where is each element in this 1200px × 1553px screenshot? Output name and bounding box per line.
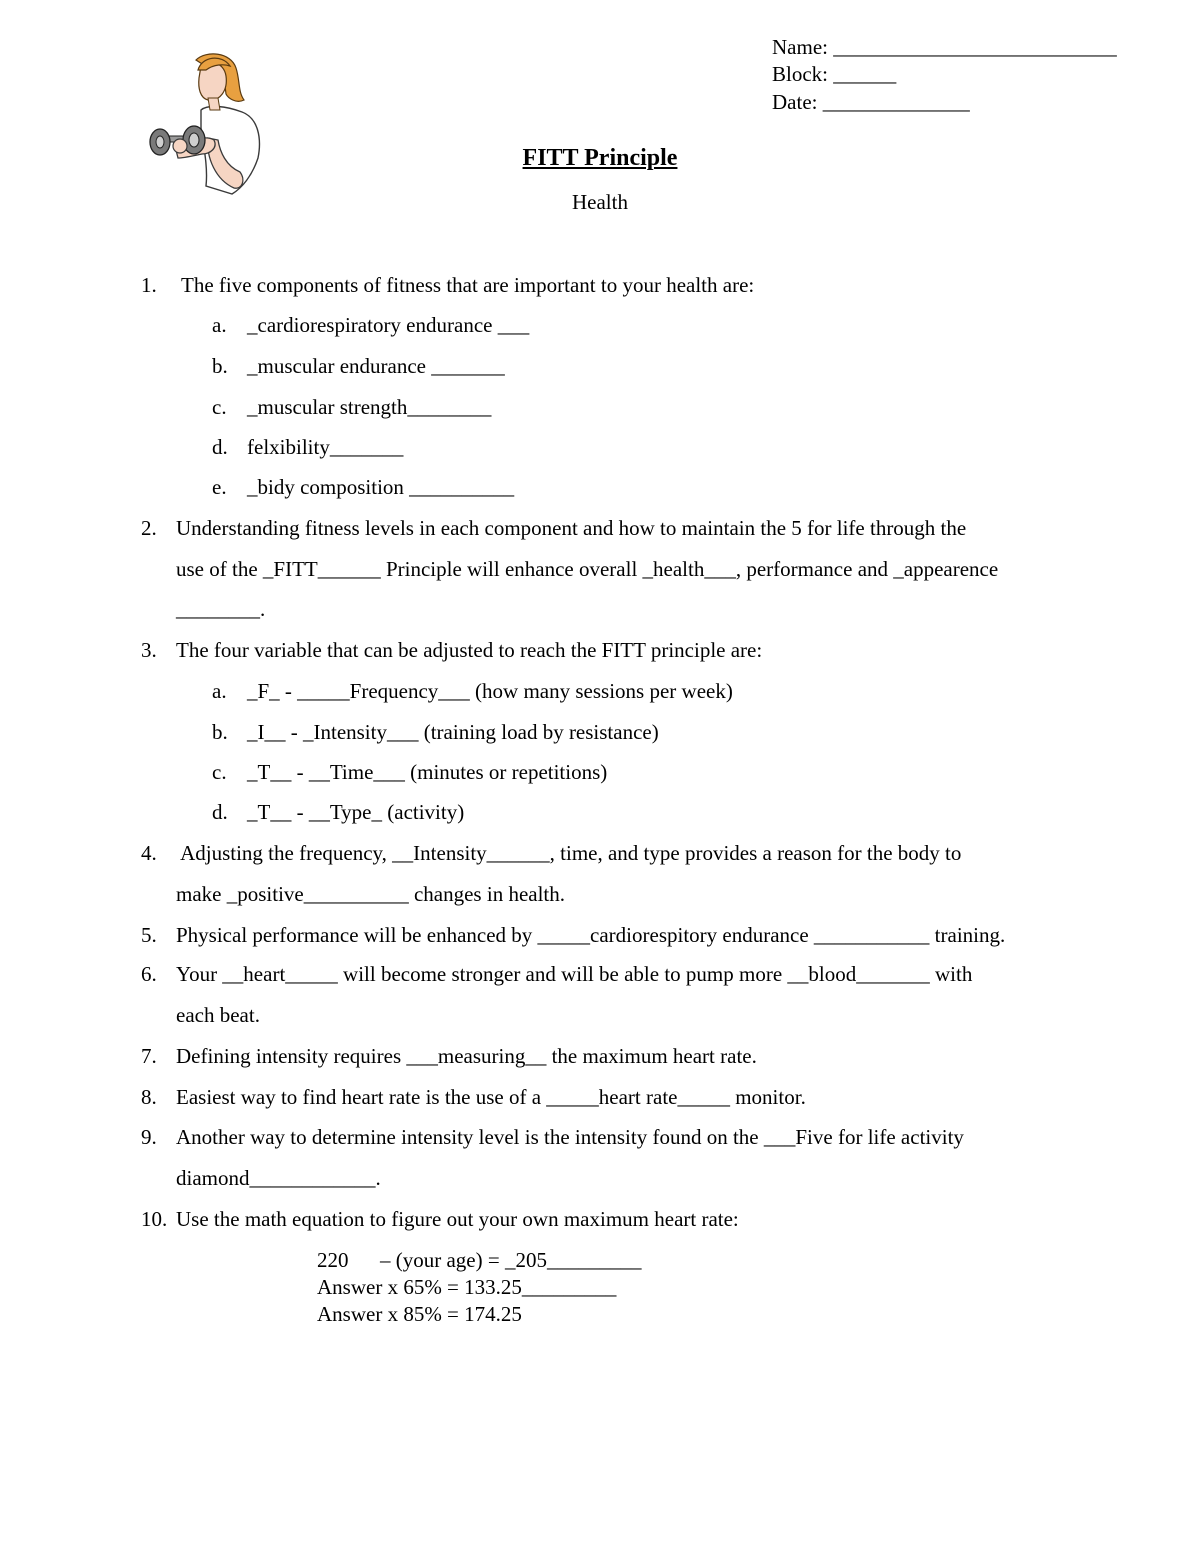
q1-item-text: _bidy composition __________ (247, 475, 515, 499)
q1-item-letter: c. (212, 395, 227, 419)
q1-item-text: felxibility_______ (247, 435, 404, 459)
q1-text: The five components of fitness that are important to your health are: (181, 273, 755, 297)
q1-item-text: _cardiorespiratory endurance ___ (247, 313, 530, 337)
q2-text-line: ________. (176, 597, 266, 621)
equation-line: Answer x 65% = 133.25_________ (317, 1275, 617, 1299)
date-field (772, 89, 970, 116)
q3-item-text: _T__ - __Type_ (activity) (247, 800, 465, 824)
q5-text: Physical performance will be enhanced by _____cardiorespitory endurance ___________ training. (176, 923, 1006, 947)
q8-text: Easiest way to find heart rate is the use of a _____heart rate_____ monitor. (176, 1085, 806, 1109)
q3-item-letter: d. (212, 800, 228, 824)
page-title: FITT Principle (522, 145, 678, 171)
q6-text-line: Your __heart_____ will become stronger and will be able to pump more __blood_______ with (176, 962, 973, 986)
q10-text: Use the math equation to figure out your own maximum heart rate: (176, 1207, 739, 1231)
q1-number: 1. (141, 273, 157, 297)
q4-number: 4. (141, 841, 157, 865)
equation-line: Answer x 85% = 174.25 (317, 1302, 522, 1326)
q9-number: 9. (141, 1125, 157, 1149)
q1-item-text: _muscular strength________ (247, 395, 492, 419)
name-blank: ___________________________ (833, 35, 1117, 59)
q7-number: 7. (141, 1044, 157, 1068)
date-blank: ______________ (822, 90, 970, 114)
q3-item-text: _T__ - __Time___ (minutes or repetitions) (247, 760, 608, 784)
q2-number: 2. (141, 516, 157, 540)
q4-text-line: make _positive__________ changes in health. (176, 882, 566, 906)
date-label: Date: (772, 90, 818, 114)
q3-item-letter: c. (212, 760, 227, 784)
q2-text-line: use of the _FITT______ Principle will enhance overall _health___, performance and _appearence (176, 557, 999, 581)
q10-number: 10. (141, 1207, 168, 1231)
name-label: Name: (772, 35, 828, 59)
q3-item-text: _F_ - _____Frequency___ (how many sessions per week) (247, 679, 733, 703)
q1-item-letter: b. (212, 354, 228, 378)
q5-number: 5. (141, 923, 157, 947)
q9-text-line: Another way to determine intensity level is the intensity found on the ___Five for life activity (176, 1125, 964, 1149)
q3-item-text: _I__ - _Intensity___ (training load by resistance) (247, 720, 659, 744)
name-field (772, 34, 1117, 61)
block-label: Block: (772, 62, 828, 86)
q6-text-line: each beat. (176, 1003, 260, 1027)
block-blank: ______ (833, 62, 897, 86)
q2-text-line: Understanding fitness levels in each component and how to maintain the 5 for life through the (176, 516, 967, 540)
q6-number: 6. (141, 962, 157, 986)
q1-item-text: _muscular endurance _______ (247, 354, 505, 378)
equation-line: 220 – (your age) = _205_________ (317, 1248, 642, 1272)
woman-lifting-dumbbell-clipart (146, 48, 266, 198)
q1-item-letter: e. (212, 475, 227, 499)
q3-number: 3. (141, 638, 157, 662)
q3-item-letter: b. (212, 720, 228, 744)
q1-item-letter: a. (212, 313, 227, 337)
block-field (772, 61, 896, 88)
page-subtitle: Health (572, 190, 628, 214)
q9-text-line: diamond____________. (176, 1166, 381, 1190)
q3-item-letter: a. (212, 679, 227, 703)
q7-text: Defining intensity requires ___measuring__ the maximum heart rate. (176, 1044, 757, 1068)
q3-text: The four variable that can be adjusted to reach the FITT principle are: (176, 638, 763, 662)
q8-number: 8. (141, 1085, 157, 1109)
q1-item-letter: d. (212, 435, 228, 459)
q4-text-line: Adjusting the frequency, __Intensity______, time, and type provides a reason for the body to (176, 841, 962, 865)
